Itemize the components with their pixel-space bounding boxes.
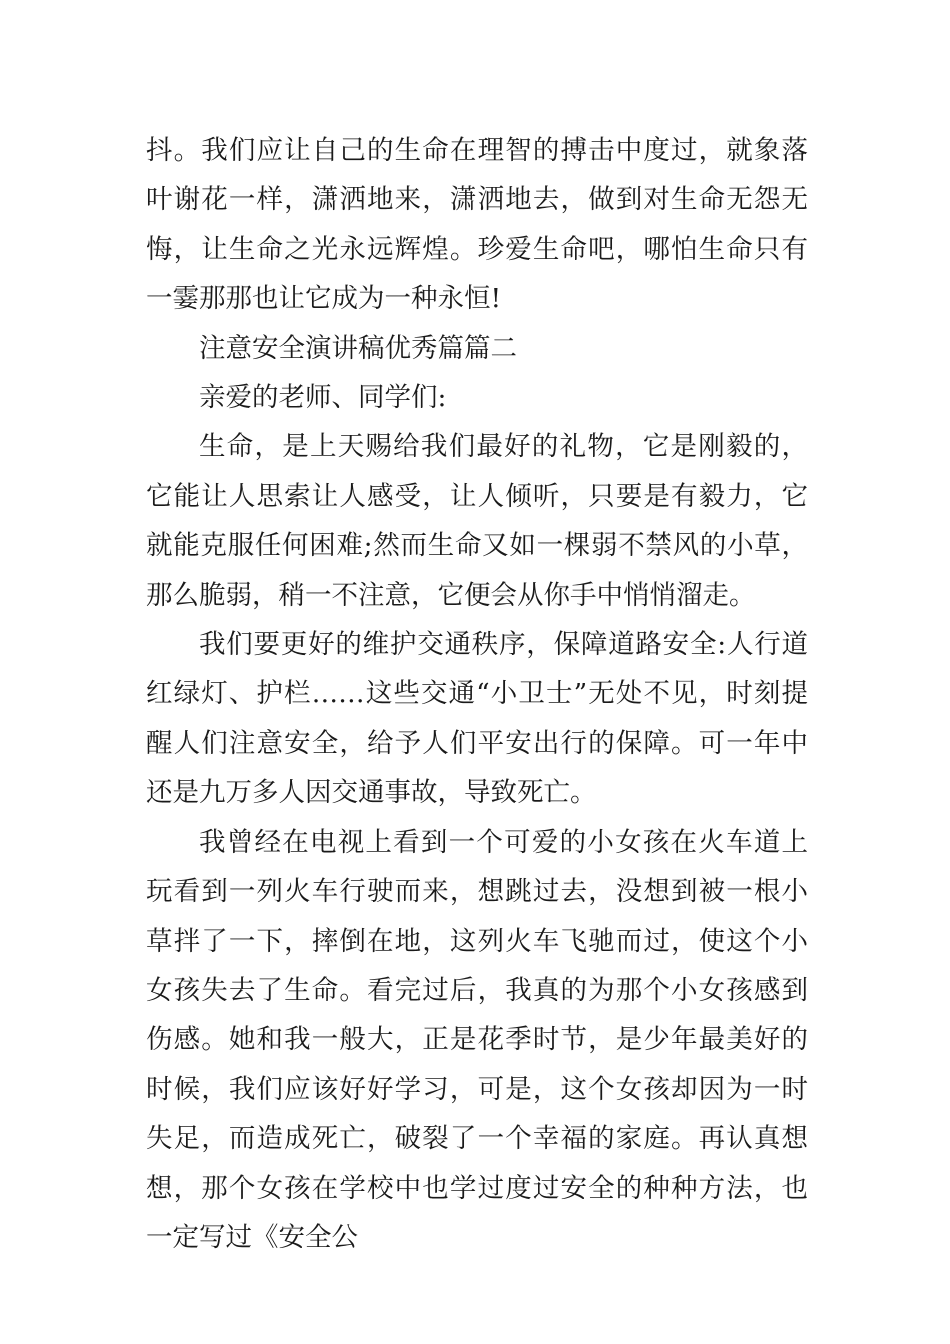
paragraph-continuation: 抖。我们应让自己的生命在理智的搏击中度过，就象落叶谢花一样，潇洒地来，潇洒地去，做到对生命无怨无悔，让生命之光永远辉煌。珍爱生命吧，哪怕生命只有一霎那那也让它成为一种永恒! [146,135,808,315]
section-heading: 注意安全演讲稿优秀篇篇二 [199,332,517,364]
paragraph: 我们要更好的维护交通秩序，保障道路安全:人行道红绿灯、护栏……这些交通“小卫士”无处不见，时刻提醒人们注意安全，给予人们平安出行的保障。可一年中还是九万多人因交通事故，导致死亡。 [146,629,808,809]
document-body [146,126,808,1262]
salutation: 亲爱的老师、同学们: [199,382,447,414]
paragraph: 我曾经在电视上看到一个可爱的小女孩在火车道上玩看到一列火车行驶而来，想跳过去，没想到被一根小草拌了一下，摔倒在地，这列火车飞驰而过，使这个小女孩失去了生命。看完过后，我真的为那个小女孩感到伤感。她和我一般大，正是花季时节，是少年最美好的时候，我们应该好好学习，可是，这个女孩却因为一时失足，而造成死亡，破裂了一个幸福的家庭。再认真想想，那个女孩在学校中也学过度过安全的种种方法，也一定写过《安全公 [146,826,808,1253]
paragraph: 生命，是上天赐给我们最好的礼物，它是刚毅的，它能让人思索让人感受，让人倾听，只要是有毅力，它就能克服任何困难;然而生命又如一棵弱不禁风的小草，那么脆弱，稍一不注意，它便会从你手中悄悄溜走。 [146,431,808,611]
